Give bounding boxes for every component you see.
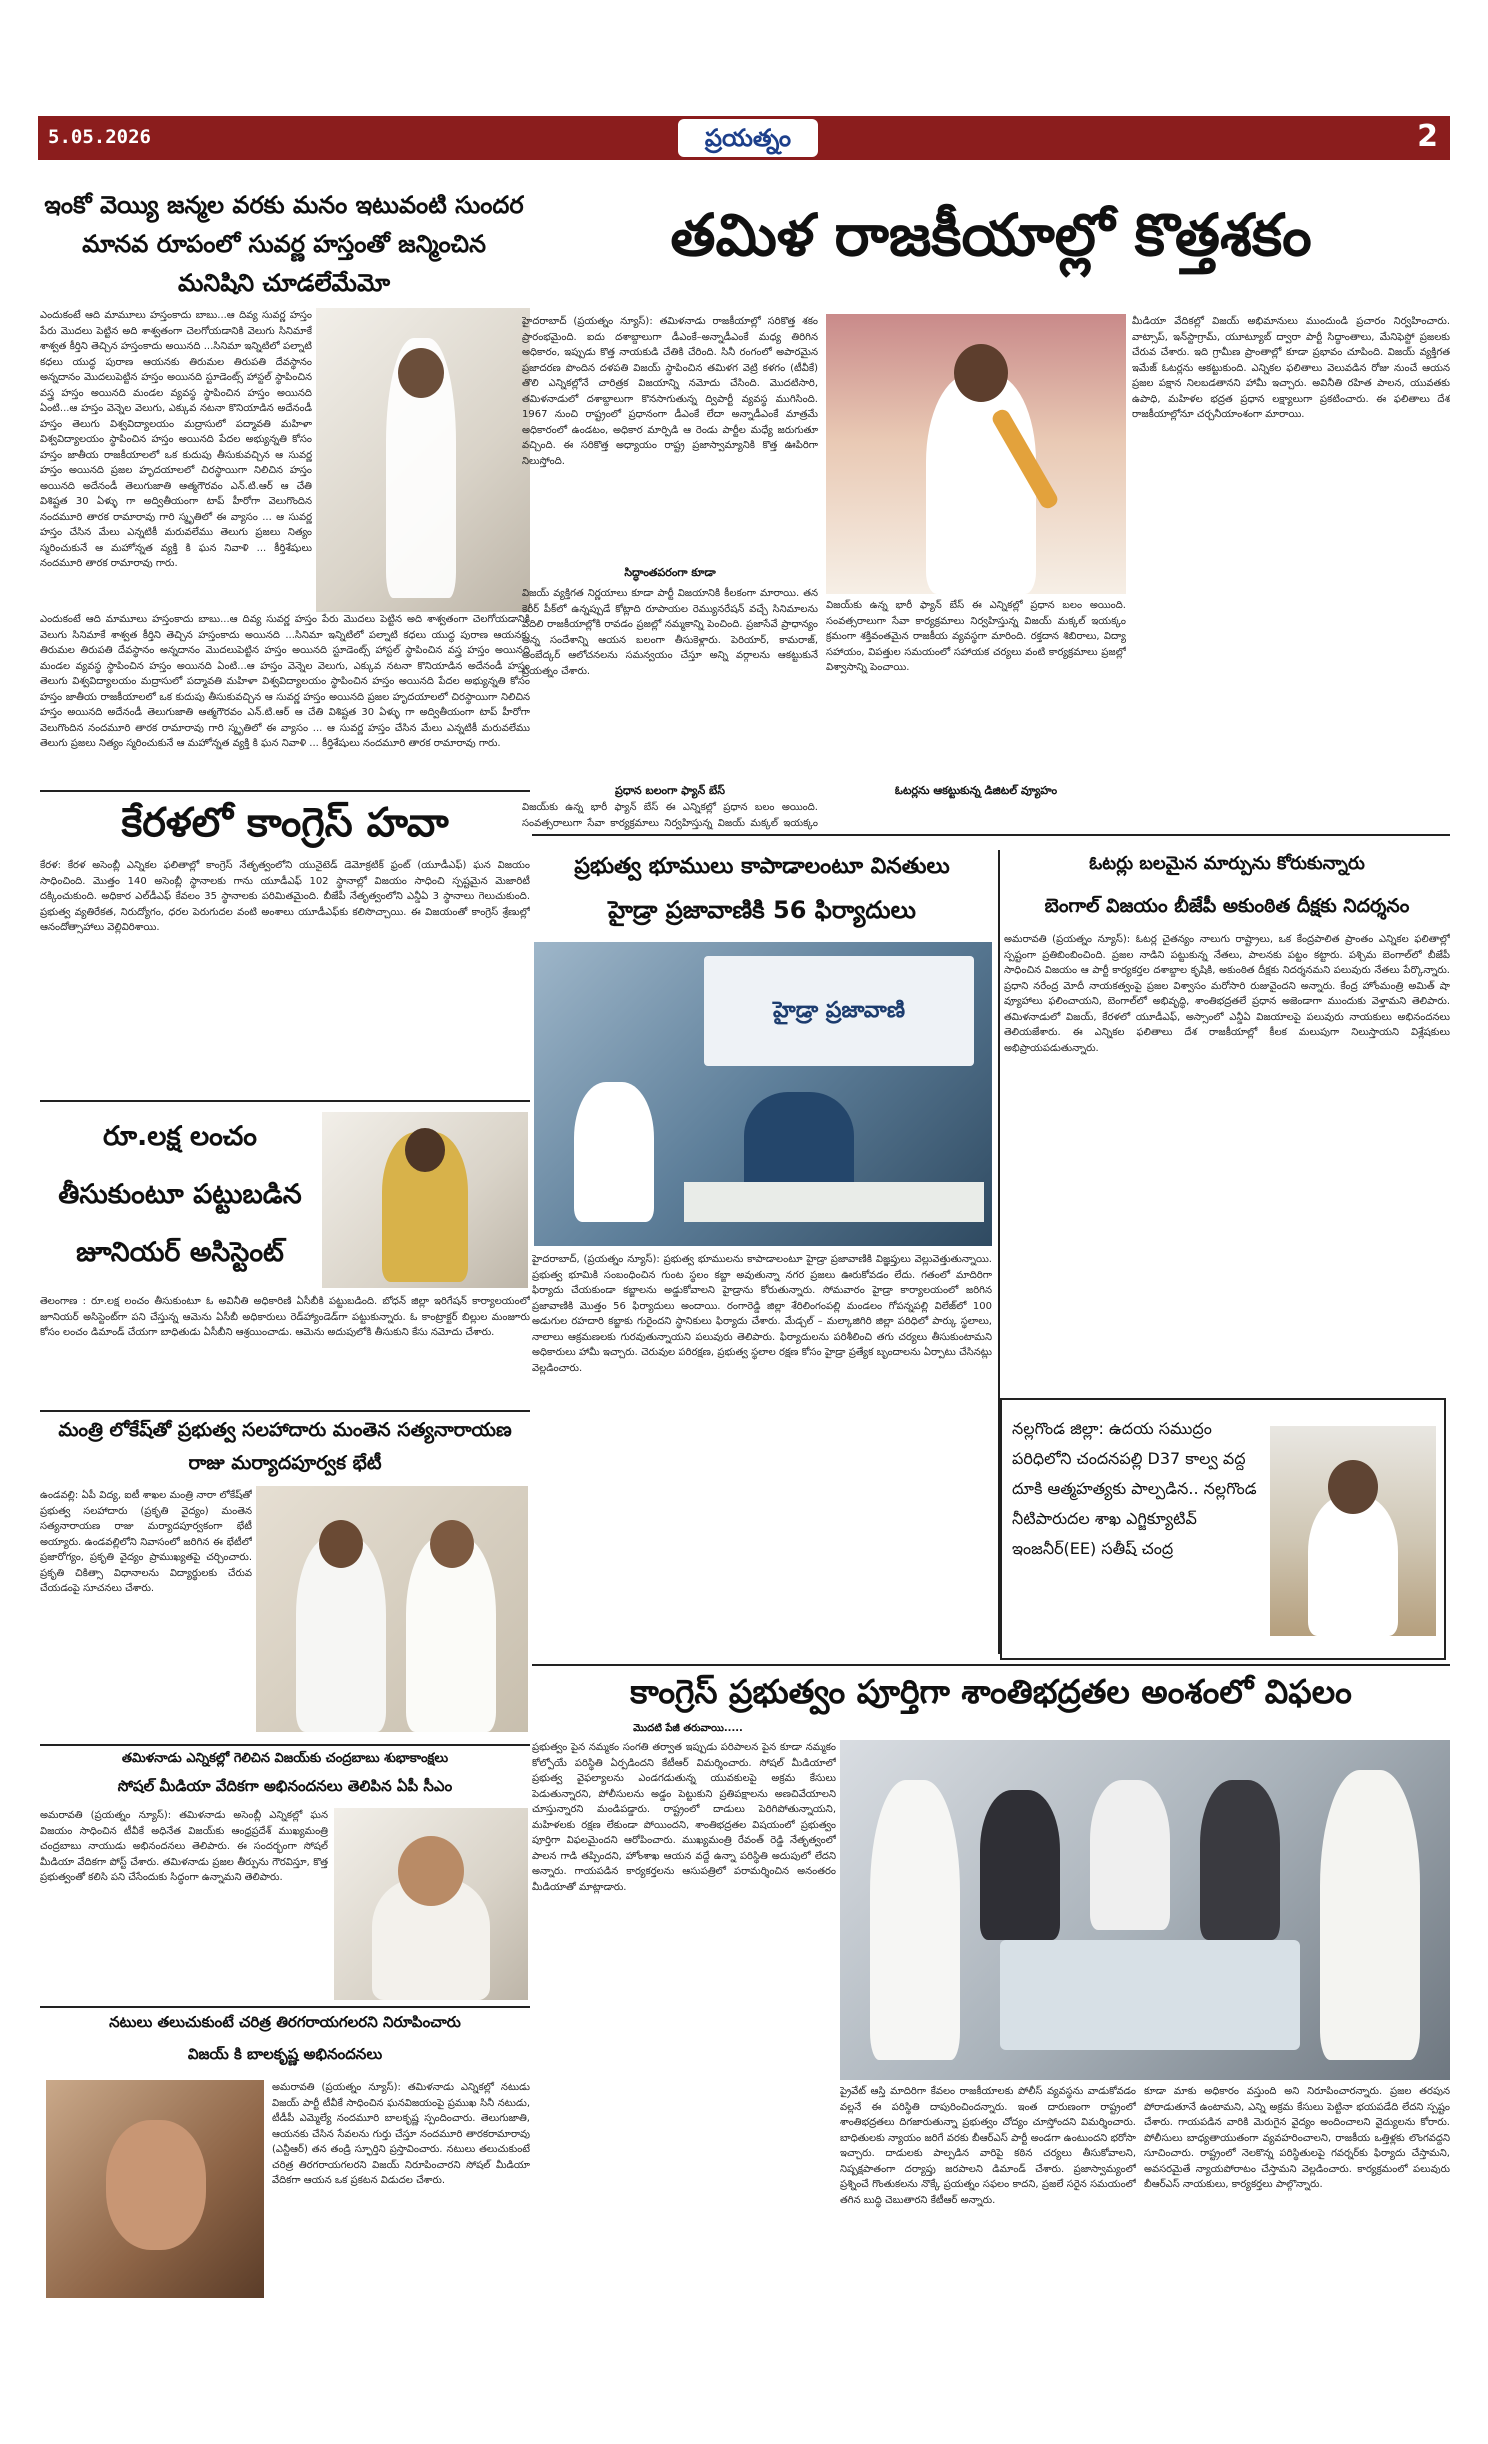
hydra-photo (534, 942, 992, 1246)
congress-headline: కాంగ్రెస్ ప్రభుత్వం పూర్తిగా శాంతిభద్రతల అంశంలో విఫలం (630, 1672, 1352, 1711)
hydra-headline-1: ప్రభుత్వ భూములు కాపాడాలంటూ వినతులు (574, 854, 950, 879)
tamil-subhead-2: ప్రధాన బలంగా ఫ్యాన్ బేస్ (615, 784, 725, 797)
cbn-photo (334, 1808, 528, 2000)
divider-bribe (40, 1410, 530, 1412)
nalgonda-text: నల్లగొండ జిల్లా: ఉదయ సముద్రం పరిధిలోని చందనపల్లి D37 కాల్వ వద్ద దూకి ఆత్మహత్యకు పాల్పడిన.. నల్లగొండ నీటిపారుదల శాఖ ఎగ్జిక్యూటివ్ ఇంజనీర్(EE) సతీష్ చంద్ర (1012, 1419, 1257, 1558)
tamil-col2b: విజయ్‌కు ఉన్న భారీ ఫ్యాన్ బేస్ ఈ ఎన్నికల్లో ప్రధాన బలం అయింది. సంవత్సరాలుగా సేవా కార్యక్రమాలు నిర్వహిస్తున్న విజయ్ మక్కల్ ఇయక్కం క్రమంగా శక్తివంతమైన రాజకీయ వ్యవస్థగా మారింది. రక్తదాన శిబిరాలు, విద్యా సహాయం, విపత్తుల సమయంలో సహాయక చర్యలు వంటి కార్యక్రమాలు ప్రజల్లో విశ్వాసాన్ని పెంచాయి. (826, 600, 1126, 673)
bribe-photo (322, 1112, 528, 1288)
lokesh-body: ఉండవల్లి: ఏపీ విద్య, ఐటీ శాఖల మంత్రి నారా లోకేష్‌తో ప్రభుత్వ సలహాదారు (ప్రకృతి వైద్యం) మంతెన సత్యనారాయణ రాజు మర్యాదపూర్వకంగా భేటీ అయ్యారు. ఉండవల్లిలోని నివాసంలో జరిగిన ఈ భేటీలో ప్రజారోగ్యం, ప్రకృతి వైద్యం ప్రాముఖ్యతపై చర్చించారు. ప్రకృతి చికిత్సా విధానాలను విద్యార్థులకు చేరువ చేయడంపై సూచనలు చేశారు. (40, 1490, 252, 1594)
ntr-body-continued (40, 612, 530, 787)
cbn-body: అమరావతి (ప్రయత్నం న్యూస్): తమిళనాడు అసెంబ్లీ ఎన్నికల్లో ఘన విజయం సాధించిన టీవీకే అధినేత విజయ్‌కు ఆంధ్రప్రదేశ్ ముఖ్యమంత్రి చంద్రబాబు నాయుడు అభినందనలు తెలిపారు. ఈ సందర్భంగా సోషల్ మీడియా వేదికగా పోస్ట్ చేశారు. తమిళనాడు ప్రజల తీర్పును గౌరవిస్తూ, కొత్త ప్రభుత్వంతో కలిసి పని చేసేందుకు సిద్ధంగా ఉన్నామని తెలిపారు. (40, 1810, 328, 1883)
vijay-photo (826, 314, 1126, 594)
tamil-col2: మీడియా వేదికల్లో విజయ్ అభిమానులు ముందుండి ప్రచారం నిర్వహించారు. వాట్సాప్, ఇన్‌స్టాగ్రామ్, యూట్యూబ్ ద్వారా పార్టీ సిద్ధాంతాలు, మేనిఫెస్టో ప్రజలకు చేరువ చేశారు. ఇది గ్రామీణ ప్రాంతాల్లో కూడా ప్రభావం చూపింది. విజయ్ వ్యక్తిగత ఇమేజ్ ఓటర్లను ఆకట్టుకుంది. ఎన్నికల ఫలితాలు వెలువడిన రోజు నుంచే ఆయన ప్రజల పక్షాన నిలబడతానని హామీ ఇచ్చారు. అవినీతి రహిత పాలన, యువతకు ఉపాధి, మహిళల భద్రత ప్రధాన లక్ష్యాలుగా ప్రకటించారు. ఈ ఫలితాలు దేశ రాజకీయాల్లోనూ చర్చనీయాంశంగా మారాయి. (1132, 316, 1450, 420)
bengal-headline-1: ఓటర్లు బలమైన మార్పును కోరుకున్నారు (1089, 853, 1365, 874)
divider-kerala (40, 1100, 530, 1102)
balakrishna-photo (46, 2080, 264, 2298)
lokesh-photo (256, 1486, 528, 1732)
balakrishna-body: అమరావతి (ప్రయత్నం న్యూస్): తమిళనాడు ఎన్నికల్లో నటుడు విజయ్ పార్టీ టీవీకే సాధించిన ఘనవిజయంపై ప్రముఖ సినీ నటుడు, టీడీపీ ఎమ్మెల్యే నందమూరి బాలకృష్ణ స్పందించారు. తెలుగుజాతి, ఆయనకు చేసిన సేవలను గుర్తు చేస్తూ నందమూరి తారకరామారావు (ఎన్టీఆర్) తన తండ్రి స్ఫూర్తిని ప్రస్తావించారు. నటులు తలుచుకుంటే చరిత్ర తిరగరాయగలరని విజయ్ నిరూపించారని సోషల్ మీడియా వేదికగా ఆయన ఒక ప్రకటన విడుదల చేశారు. (272, 2082, 530, 2186)
balakrishna-headline-2: విజయ్ కి బాలకృష్ణ అభినందనలు (187, 2045, 383, 2063)
kerala-body: కేరళ: కేరళ అసెంబ్లీ ఎన్నికల ఫలితాల్లో కాంగ్రెస్ నేతృత్వంలోని యునైటెడ్ డెమోక్రటిక్ ఫ్రంట్ (యూడీఎఫ్) ఘన విజయం సాధించింది. మొత్తం 140 అసెంబ్లీ స్థానాలకు గాను యూడీఎఫ్ 102 స్థానాల్లో విజయం సాధించి స్పష్టమైన మెజారిటీ దక్కించుకుంది. అధికార ఎల్‌డీఎఫ్ కేవలం 35 స్థానాలకు పరిమితమైంది. బీజేపీ నేతృత్వంలోని ఎన్డీఏ 3 స్థానాలు గెలుచుకుంది. ప్రభుత్వ వ్యతిరేకత, నిరుద్యోగం, ధరల పెరుగుదల వంటి అంశాలు యూడీఎఫ్‌కు కలిసొచ్చాయి. ఈ విజయంతో కాంగ్రెస్ శ్రేణుల్లో ఆనందోత్సాహాలు వెల్లివిరిశాయి. (40, 860, 530, 933)
hydra-body: హైదరాబాద్, (ప్రయత్నం న్యూస్): ప్రభుత్వ భూములను కాపాడాలంటూ హైడ్రా ప్రజావాణికి విజ్ఞప్తులు వెల్లువెత్తుతున్నాయి. ప్రభుత్వ భూమికి సంబంధించిన గుంట స్థలం కబ్జా అవుతున్నా నగర ప్రజలు ఊరుకోవడం లేదు. గతంలో మాదిరిగా ఫిర్యాదు చేయకుండా కబ్జాలను అడ్డుకోవాలని హైడ్రాను కోరుతున్నారు. సోమవారం హైడ్రా కార్యాలయంలో జరిగిన ప్రజావాణికి మొత్తం 56 ఫిర్యాదులు అందాయి. రంగారెడ్డి జిల్లా శేరిలింగంపల్లి మండలం గోపన్నపల్లి విలేజ్‌లో 100 అడుగుల రహదారి కబ్జాకు గురైందని స్థానికులు ఫిర్యాదు చేశారు. మేడ్చల్ – మల్కాజిగిరి జిల్లా పరిధిలో పార్కు స్థలాలు, నాలాలు ఆక్రమణలకు గురవుతున్నాయని పలువురు తెలిపారు. ఫిర్యాదులను పరిశీలించి తగు చర్యలు తీసుకుంటామని అధికారులు హామీ ఇచ్చారు. చెరువుల పరిరక్షణ, ప్రభుత్వ స్థలాల రక్షణ కోసం హైడ్రా ప్రత్యేక బృందాలను ఏర్పాటు చేసినట్లు వెల్లడించారు. (532, 1254, 992, 1374)
ntr-body-tail: ఎందుకంటే ఆది మామూలు హస్తంకాదు బాబు...ఆ దివ్య సువర్ణ హస్తం పేరు మొదలు పెట్టిన అది శాశ్వతంగా చెలగోయడానికి వెలుగు సినిమాకే శాశ్వత కీర్తిని తెచ్చిన హస్తంకాదు అయినది ...సినిమా ఇన్నిటిలో పల్నాటి కధలు యుద్ధ పురాణ ఆయనకు తిరుమల తిరుపతి దేవస్థానం అన్నదానం మొదలుపెట్టిన హస్తం అయినది స్టూడెంట్స్ హాస్టల్ స్థాపించిన వస్త్ర హస్తం అయినది మండల వ్యవస్థ స్థాపించిన హస్తం అయినది ఏంటి...ఆ హస్తం వెన్నెల వెలుగు, ఎక్కువ నటనా కొనియాడిన అదేనండీ హస్తం తెలుగు విశ్వవిద్యాలయం మద్రాసులో పద్మావతి మహిళా విశ్వవిద్యాలయం స్థాపించిన హస్తం అయినది పేదల అభ్యున్నతి కోసం హస్తం జాతీయ రాజకీయాలలో ఒక కుదుపు తీసుకువచ్చిన ఆ సువర్ణ హస్తం అయినది ప్రజల హృదయాలలో చిరస్థాయిగా నిలిచిన హస్తం అయినది అదేనండీ తెలుగుజాతి ఆత్మగౌరవం ఎన్.టి.ఆర్ ఆ చేతి విశిష్టత 30 ఏళ్ళు గా అద్వితీయంగా టాప్ హీరోగా వెలుగొందిన నందమూరి తారక రామారావు గారి స్మృతిలో ఈ వ్యాసం ... ఆ సువర్ణ హస్తం చేసిన మేలు ఎన్నటికీ మరువలేము తెలుగు ప్రజలు నిత్యం స్మరించుకునే ఆ మహోన్నత వ్యక్తి కి ఘన నివాళి ... కీర్తిశేషులు నందమూరి తారక రామారావు గారు. (40, 614, 530, 749)
nalgonda-photo (1270, 1426, 1436, 1636)
kerala-headline: కేరళలో కాంగ్రెస్ హవా (121, 800, 449, 846)
nalgonda-box (1000, 1398, 1446, 1660)
tamil-col1: హైదరాబాద్ (ప్రయత్నం న్యూస్): తమిళనాడు రాజకీయాల్లో సరికొత్త శకం ప్రారంభమైంది. ఐదు దశాబ్దాలుగా డీఎంకే–అన్నాడీఎంకే మధ్య తిరిగిన అధికారం, ఇప్పుడు కొత్త నాయకుడి చేతికి చేరింది. సినీ రంగంలో అపారమైన ప్రజాదరణ పొందిన దళపతి విజయ్ స్థాపించిన తమిళగ వెట్రి కళగం (టీవీకే) తొలి ఎన్నికల్లోనే చారిత్రక విజయాన్ని నమోదు చేసింది. మొదటిసారి, తమిళనాడులో దశాబ్దాలుగా కొనసాగుతున్న ద్విపార్టీ వ్యవస్థ ముగిసింది. 1967 నుంచి రాష్ట్రంలో ప్రధానంగా డీఎంకే లేదా అన్నాడీఎంకే మాత్రమే అధికారంలో ఉండటం, అధికార మార్పిడి ఆ రెండు పార్టీల మధ్యే జరుగుతూ వచ్చింది. ఈ సరికొత్త అధ్యాయం రాష్ట్ర ప్రజాస్వామ్యానికి కొత్త ఊపిరిగా నిలుస్తోంది. (522, 316, 818, 467)
bribe-body: తెలంగాణ : రూ.లక్ష లంచం తీసుకుంటూ ఓ అవినీతి అధికారిణి ఏసీబీకి పట్టుబడింది. బోధన్ జిల్లా ఇరిగేషన్ కార్యాలయంలో జూనియర్ అసిస్టెంట్‌గా పని చేస్తున్న ఆమెను ఏసీబీ అధికారులు రెడ్‌హ్యాండెడ్‌గా పట్టుకున్నారు. ఓ కాంట్రాక్టర్ బిల్లుల మంజూరు కోసం లంచం డిమాండ్ చేయగా బాధితుడు ఏసీబీని ఆశ్రయించాడు. ఆమెను అదుపులోకి తీసుకుని కేసు నమోదు చేశారు. (40, 1296, 530, 1338)
tamil-col1b: విజయ్ వ్యక్తిగత నిర్ణయాలు కూడా పార్టీ విజయానికి కీలకంగా మారాయి. తన కెరీర్ పీక్‌లో ఉన్నప్పుడే కోట్లాది రూపాయల రెమ్యునరేషన్ వచ్చే సినిమాలను వదిలి రాజకీయాల్లోకి రావడం ప్రజల్లో నమ్మకాన్ని పెంచింది. ప్రజాసేవే ప్రాధాన్యం అన్న సందేశాన్ని ఆయన బలంగా తీసుకెళ్లారు. పెరియార్, కామరాజ్, అంబేద్కర్ ఆలోచనలను సమన్వయం చేస్తూ అన్ని వర్గాలను ఆకట్టుకునే ప్రయత్నం చేశారు. (522, 588, 818, 677)
hospital-photo (840, 1740, 1450, 2080)
cbn-headline-2: సోషల్ మీడియా వేదికగా అభినందనలు తెలిపిన ఏపీ సీఎం (117, 1777, 453, 1795)
lokesh-headline: మంత్రి లోకేష్‌తో ప్రభుత్వ సలహాదారు మంతెన సత్యనారాయణ రాజు మర్యాదపూర్వక భేటీ (58, 1419, 512, 1474)
paper-name-text: ప్రయత్నం (704, 124, 792, 152)
paper-name-logo (678, 119, 818, 157)
cbn-headline-1: తమిళనాడు ఎన్నికల్లో గెలిచిన విజయ్‌కు చంద్రబాబు శుభాకాంక్షలు (121, 1751, 449, 1766)
divider-lokesh (40, 1744, 530, 1746)
divider-tamil (532, 834, 1450, 836)
balakrishna-headline-1: నటులు తలుచుకుంటే చరిత్ర తిరగరాయగలరని నిరూపించారు (109, 2013, 461, 2031)
tamil-headline: తమిళ రాజకీయాల్లో కొత్తశకం (670, 201, 1312, 269)
divider-cbn (40, 2006, 530, 2008)
divider-congress (532, 1664, 1450, 1666)
ntr-body: ఎందుకంటే ఆది మామూలు హస్తంకాదు బాబు...ఆ దివ్య సువర్ణ హస్తం పేరు మొదలు పెట్టిన అది శాశ్వతంగా చెలగోయడానికి వెలుగు సినిమాకే శాశ్వత కీర్తిని తెచ్చిన హస్తంకాదు అయినది ...సినిమా ఇన్నిటిలో పల్నాటి కధలు యుద్ధ పురాణ ఆయనకు తిరుమల తిరుపతి దేవస్థానం అన్నదానం మొదలుపెట్టిన హస్తం అయినది స్టూడెంట్స్ హాస్టల్ స్థాపించిన వస్త్ర హస్తం అయినది మండల వ్యవస్థ స్థాపించిన హస్తం అయినది ఏంటి...ఆ హస్తం వెన్నెల వెలుగు, ఎక్కువ నటనా కొనియాడిన అదేనండీ హస్తం తెలుగు విశ్వవిద్యాలయం మద్రాసులో పద్మావతి మహిళా విశ్వవిద్యాలయం స్థాపించిన హస్తం అయినది పేదల అభ్యున్నతి కోసం హస్తం జాతీయ రాజకీయాలలో ఒక కుదుపు తీసుకువచ్చిన ఆ సువర్ణ హస్తం అయినది ప్రజల హృదయాలలో చిరస్థాయిగా నిలిచిన హస్తం అయినది అదేనండీ తెలుగుజాతి ఆత్మగౌరవం ఎన్.టి.ఆర్ ఆ చేతి విశిష్టత 30 ఏళ్ళు గా అద్వితీయంగా టాప్ హీరోగా వెలుగొందిన నందమూరి తారక రామారావు గారి స్మృతిలో ఈ వ్యాసం ... ఆ సువర్ణ హస్తం చేసిన మేలు ఎన్నటికీ మరువలేము తెలుగు ప్రజలు నిత్యం స్మరించుకునే ఆ మహోన్నత వ్యక్తి కి ఘన నివాళి ... కీర్తిశేషులు నందమూరి తారక రామారావు గారు. (40, 310, 312, 569)
page-number: 2 (1417, 119, 1438, 154)
bribe-headline: రూ.లక్ష లంచం తీసుకుంటూ పట్టుబడిన జూనియర్ అసిస్టెంట్ (58, 1121, 302, 1268)
bengal-headline-2: బెంగాల్ విజయం బీజేపీ అకుంఠిత దీక్షకు నిదర్శనం (1044, 895, 1410, 917)
ntr-photo (316, 308, 530, 612)
tamil-subhead-3: ఓటర్లను ఆకట్టుకున్న డిజిటల్ వ్యూహం (894, 784, 1058, 797)
congress-col1: ప్రభుత్వం పైన నమ్మకం సంగతి తర్వాత ఇప్పుడు పరిపాలన పైన కూడా నమ్మకం కోల్పోయే పరిస్థితి ఏర్పడిందని కేటీఆర్ విమర్శించారు. సోషల్ మీడియాలో ప్రభుత్వ వైఫల్యాలను ఎండగడుతున్న యువకులపై అక్రమ కేసులు పెడుతున్నారని, పోలీసులను అడ్డం పెట్టుకుని ప్రతిపక్షాలను అణచివేయాలని చూస్తున్నారని మండిపడ్డారు. రాష్ట్రంలో దాడులు పెరిగిపోతున్నాయని, మహిళలకు రక్షణ లేకుండా పోయిందని, శాంతిభద్రతల విషయంలో ప్రభుత్వం పూర్తిగా విఫలమైందని ఆరోపించారు. ముఖ్యమంత్రి రేవంత్ రెడ్డి నేతృత్వంలో పాలన గాడి తప్పిందని, హోంశాఖ ఆయన వద్దే ఉన్నా పరిస్థితి అదుపులో లేదని అన్నారు. గాయపడిన కార్యకర్తలను ఆసుపత్రిలో పరామర్శించిన అనంతరం మీడియాతో మాట్లాడారు. (532, 1742, 836, 1893)
congress-col3: కూడా మాకు అధికారం వస్తుంది అని నిరూపించారన్నారు. ప్రజల తరపున పోరాడుతూనే ఉంటామని, ఎన్ని అక్రమ కేసులు పెట్టినా భయపడేది లేదని స్పష్టం చేశారు. గాయపడిన వారికి మెరుగైన వైద్యం అందించాలని వైద్యులను కోరారు. పోలీసులు బాధ్యతాయుతంగా వ్యవహరించాలని, రాజకీయ ఒత్తిళ్లకు లొంగవద్దని సూచించారు. రాష్ట్రంలో నెలకొన్న పరిస్థితులపై గవర్నర్‌కు ఫిర్యాదు చేస్తామని, అవసరమైతే న్యాయపోరాటం చేస్తామని వెల్లడించారు. కార్యక్రమంలో పలువురు బీఆర్ఎస్ నాయకులు, కార్యకర్తలు పాల్గొన్నారు. (1144, 2086, 1450, 2190)
congress-intro: మొదటి పేజీ తరువాయి..... (633, 1723, 743, 1734)
hydra-headline-2: హైడ్రా ప్రజావాణికి 56 ఫిర్యాదులు (608, 896, 916, 924)
congress-col2: ప్రైవేట్ ఆస్తి మాదిరిగా కేవలం రాజకీయాలకు పోలీస్ వ్యవస్థను వాడుకోవడం వల్లనే ఈ పరిస్థితి దాపురించిందన్నారు. ఇంత దారుణంగా రాష్ట్రంలో శాంతిభద్రతలు దిగజారుతున్నా ప్రభుత్వం చోద్యం చూస్తోందని విమర్శించారు. బాధితులకు న్యాయం జరిగే వరకు బీఆర్ఎస్ పార్టీ అండగా ఉంటుందని భరోసా ఇచ్చారు. దాడులకు పాల్పడిన వారిపై కఠిన చర్యలు తీసుకోవాలని, నిష్పక్షపాతంగా దర్యాప్తు జరపాలని డిమాండ్ చేశారు. ప్రజాస్వామ్యంలో ప్రశ్నించే గొంతుకలను నొక్కే ప్రయత్నం సఫలం కాదని, ప్రజలే సరైన సమయంలో తగిన బుద్ధి చెబుతారని కేటీఆర్ అన్నారు. (840, 2086, 1136, 2206)
bengal-body: అమరావతి (ప్రయత్నం న్యూస్): ఓటర్ల చైతన్యం నాలుగు రాష్ట్రాలు, ఒక కేంద్రపాలిత ప్రాంతం ఎన్నికల ఫలితాల్లో స్పష్టంగా ప్రతిబింబించింది. ప్రజల నాడిని పట్టుకున్న నేతలు, పాలనకు పట్టం కట్టారు. పశ్చిమ బెంగాల్‌లో బీజేపీ సాధించిన విజయం ఆ పార్టీ కార్యకర్తల దశాబ్దాల కృషికి, అకుంఠిత దీక్షకు నిదర్శనమని పలువురు నేతలు పేర్కొన్నారు. ప్రధాని నరేంద్ర మోదీ నాయకత్వంపై ప్రజల విశ్వాసం మరోసారి రుజువైందని అన్నారు. కేంద్ర హోంమంత్రి అమిత్ షా వ్యూహాలు ఫలించాయని, బెంగాల్‌లో అభివృద్ధి, శాంతిభద్రతలే ప్రధాన అజెండాగా ముందుకు వెళ్తామని తెలిపారు. తమిళనాడులో విజయ్, కేరళలో యూడీఎఫ్, అస్సాంలో ఎన్డీఏ విజయాలపై పలువురు నాయకులు అభినందనలు తెలియజేశారు. ఈ ఎన్నికల ఫలితాలు దేశ రాజకీయాల్లో కీలక మలుపుగా నిలుస్తాయని విశ్లేషకులు అభిప్రాయపడుతున్నారు. (1004, 934, 1450, 1054)
tamil-subhead-1: సిద్ధాంతపరంగా కూడా (624, 566, 716, 579)
hydra-banner-text: హైడ్రా ప్రజావాణి (772, 998, 906, 1023)
divider-ntr (40, 790, 530, 792)
ntr-headline: ఇంకో వెయ్యి జన్మల వరకు మనం ఇటువంటి సుందర మానవ రూపంలో సువర్ణ హస్తంతో జన్మించిన మనిషిని చూడలేమేమో (44, 191, 524, 297)
masthead-bar (38, 116, 1450, 160)
issue-date: 5.05.2026 (48, 126, 151, 148)
tamil-col1c: విజయ్‌కు ఉన్న భారీ ఫ్యాన్ బేస్ ఈ ఎన్నికల్లో ప్రధాన బలం అయింది. సంవత్సరాలుగా సేవా కార్యక్రమాలు నిర్వహిస్తున్న విజయ్ మక్కల్ ఇయక్కం (522, 802, 818, 829)
hydra-banner (704, 956, 974, 1066)
